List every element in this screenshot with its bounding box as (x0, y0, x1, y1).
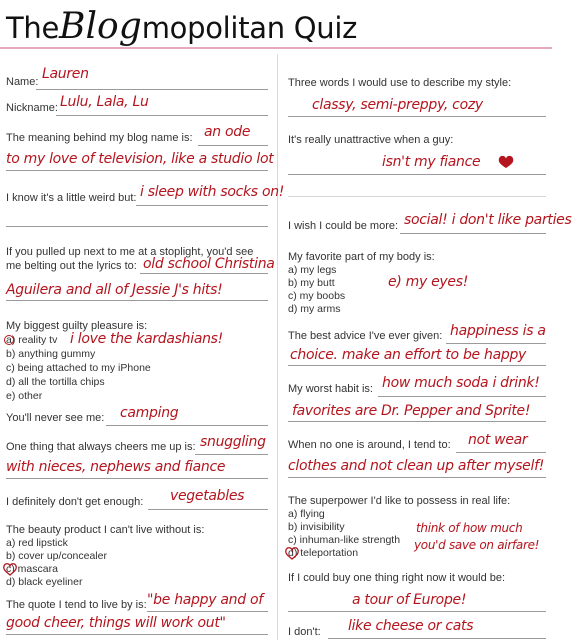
guilty-option-d: d) all the tortilla chips (6, 376, 105, 388)
style-line (288, 116, 546, 117)
habit-question: My worst habit is: (288, 383, 373, 395)
title-rule (0, 47, 552, 49)
heart-icon (498, 155, 514, 169)
body-question: My favorite part of my body is: (288, 251, 435, 263)
advice-line-2 (288, 365, 546, 366)
beauty-option-c: c) mascara (6, 563, 58, 575)
enough-question: I definitely don't get enough: (6, 496, 144, 508)
meaning-line-1 (198, 145, 268, 146)
habit-line-2 (288, 421, 546, 422)
cheers-line-2 (6, 478, 268, 479)
weird-line (136, 205, 268, 206)
name-answer: Lauren (42, 66, 89, 82)
advice-answer-2: choice. make an effort to be happy (290, 347, 527, 363)
name-line (36, 89, 268, 90)
name-question: Name: (6, 76, 39, 88)
buy-question: If I could buy one thing right now it would be: (288, 572, 506, 584)
alone-answer-2: clothes and not clean up after myself! (288, 458, 545, 474)
never-question: You'll never see me: (6, 412, 105, 424)
cheers-answer-1: snuggling (200, 434, 266, 450)
nickname-answer: Lulu, Lala, Lu (60, 94, 149, 110)
advice-question: The best advice I've ever given: (288, 330, 443, 342)
alone-question: When no one is around, I tend to: (288, 439, 451, 451)
beauty-question: The beauty product I can't live without is: (6, 524, 205, 536)
heart-icon (3, 563, 17, 576)
body-option-d: d) my arms (288, 303, 341, 315)
stoplight-line-2 (6, 300, 268, 301)
weird-question: I know it's a little weird but: (6, 192, 137, 204)
wish-question: I wish I could be more: (288, 220, 399, 232)
guilty-option-b: b) anything gummy (6, 348, 96, 360)
weird-answer: i sleep with socks on! (140, 184, 285, 200)
body-option-b: b) my butt (288, 277, 335, 289)
advice-line-1 (446, 343, 546, 344)
stoplight-question-2: me belting out the lyrics to: (6, 260, 137, 272)
enough-line (148, 509, 268, 510)
guilty-option-e: e) other (6, 390, 43, 402)
quote-answer-1: "be happy and of (147, 592, 263, 608)
enough-answer: vegetables (170, 488, 245, 504)
cheers-answer-2: with nieces, nephews and fiance (6, 459, 226, 475)
superpower-option-c: c) inhuman-like strength (288, 534, 401, 546)
nickname-line (56, 115, 268, 116)
stoplight-question-1: If you pulled up next to me at a stoplight, you'd see (6, 246, 254, 258)
nickname-question: Nickname: (6, 102, 58, 114)
style-question: Three words I would use to describe my style: (288, 77, 512, 89)
beauty-option-d: d) black eyeliner (6, 576, 83, 588)
never-answer: camping (120, 405, 179, 421)
buy-answer: a tour of Europe! (352, 592, 467, 608)
alone-answer-1: not wear (468, 432, 528, 448)
superpower-question: The superpower I'd like to possess in real life: (288, 495, 511, 507)
body-option-c: c) my boobs (288, 290, 346, 302)
dont-answer: like cheese or cats (348, 618, 474, 634)
section-separator (288, 196, 546, 197)
meaning-answer-1: an ode (204, 124, 251, 140)
alone-line-2 (288, 477, 546, 478)
superpower-option-d: d) teleportation (288, 547, 359, 559)
unattractive-question: It's really unattractive when a guy: (288, 134, 454, 146)
habit-answer-1: how much soda i drink! (382, 375, 540, 391)
wish-line (400, 233, 546, 234)
quote-line-1 (147, 611, 268, 612)
stoplight-line-1 (140, 273, 268, 274)
meaning-line-2 (6, 170, 268, 171)
unattractive-answer: isn't my fiance (382, 154, 481, 170)
quote-line-2 (6, 634, 268, 635)
style-answer: classy, semi-preppy, cozy (312, 97, 483, 113)
stoplight-answer-2: Aguilera and all of Jessie J's hits! (6, 282, 223, 298)
habit-answer-2: favorites are Dr. Pepper and Sprite! (292, 403, 531, 419)
never-line (106, 425, 268, 426)
superpower-option-b: b) invisibility (288, 521, 345, 533)
dont-line (328, 638, 546, 639)
superpower-note-1: think of how much (416, 521, 523, 535)
weird-line-2 (6, 226, 268, 227)
quote-question: The quote I tend to live by is: (6, 599, 147, 611)
body-option-a: a) my legs (288, 264, 337, 276)
beauty-option-a: a) red lipstick (6, 537, 68, 549)
cheers-question: One thing that always cheers me up is: (6, 441, 196, 453)
buy-line (288, 611, 546, 612)
superpower-note-2: you'd save on airfare! (414, 538, 540, 552)
body-answer: e) my eyes! (388, 274, 469, 290)
guilty-question: My biggest guilty pleasure is: (6, 320, 148, 332)
habit-line-1 (378, 396, 546, 397)
advice-answer-1: happiness is a (450, 323, 546, 339)
superpower-option-a: a) flying (288, 508, 325, 520)
quiz-title (6, 6, 357, 46)
heart-icon (285, 547, 299, 560)
title-prefix: The (6, 11, 60, 45)
cheers-line-1 (195, 454, 268, 455)
guilty-option-a: a) reality tv (6, 334, 58, 346)
quote-answer-2: good cheer, things will work out" (6, 615, 226, 631)
stoplight-answer-1: old school Christina (143, 256, 275, 272)
column-divider (277, 54, 278, 640)
selected-circle (4, 335, 14, 345)
meaning-answer-2: to my love of television, like a studio lot (6, 151, 274, 167)
beauty-option-b: b) cover up/concealer (6, 550, 107, 562)
wish-answer: social! i don't like parties (404, 212, 572, 228)
unattractive-line (288, 174, 546, 175)
meaning-question: The meaning behind my blog name is: (6, 132, 193, 144)
title-suffix: mopolitan Quiz (141, 11, 358, 45)
alone-line-1 (456, 452, 546, 453)
dont-question: I don't: (288, 626, 321, 638)
guilty-answer: i love the kardashians! (70, 331, 223, 347)
title-stylized: Blog (59, 6, 142, 47)
guilty-option-c: c) being attached to my iPhone (6, 362, 151, 374)
